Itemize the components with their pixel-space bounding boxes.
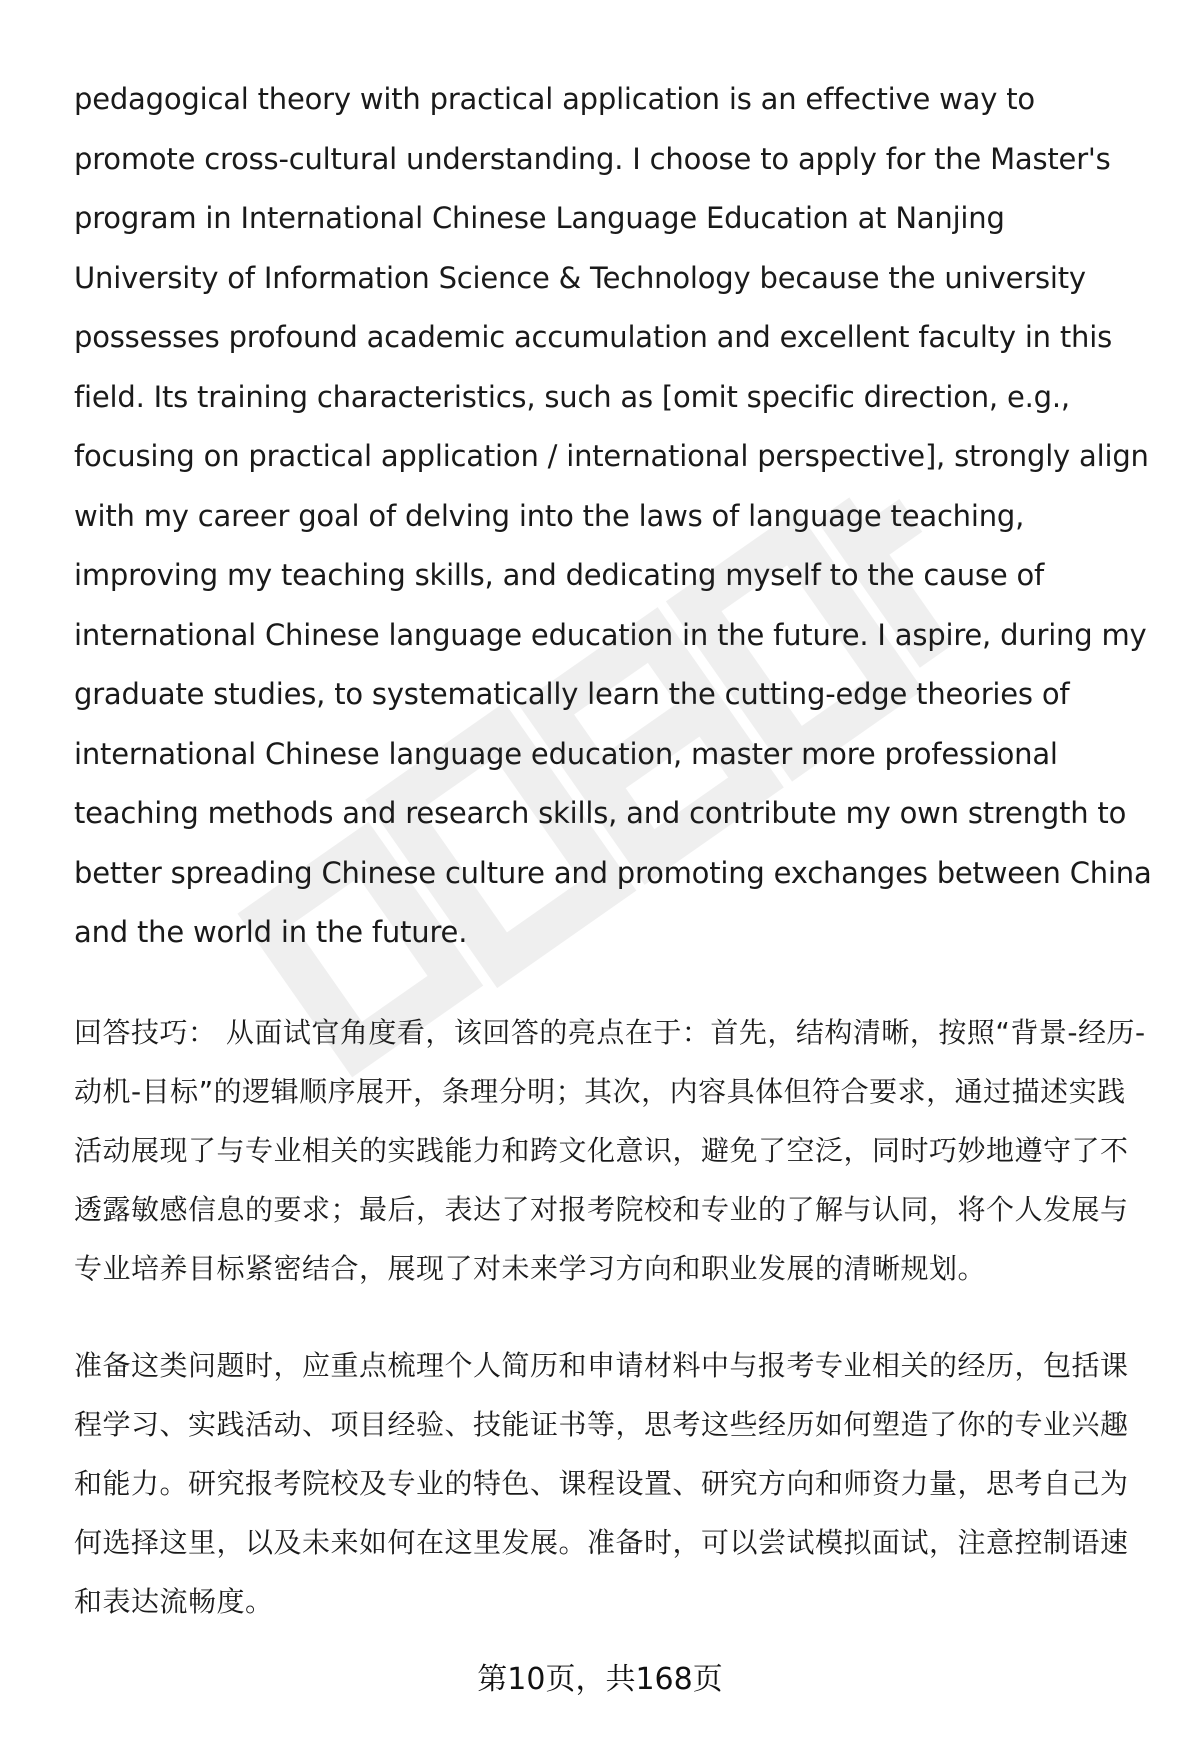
document-body	[74, 70, 1154, 1631]
paragraph-answer-tips: 回答技巧： 从面试官角度看，该回答的亮点在于：首先，结构清晰，按照“背景-经历-动机-目标”的逻辑顺序展开，条理分明；其次，内容具体但符合要求，通过描述实践活动展现了与专业相关的实践能力和跨文化意识，避免了空泛，同时巧妙地遵守了不透露敏感信息的要求；最后，表达了对报考院校和专业的了解与认同，将个人发展与专业培养目标紧密结合，展现了对未来学习方向和职业发展的清晰规划。	[74, 1015, 1146, 1285]
paragraph-preparation-advice: 准备这类问题时，应重点梳理个人简历和申请材料中与报考专业相关的经历，包括课程学习、实践活动、项目经验、技能证书等，思考这些经历如何塑造了你的专业兴趣和能力。研究报考院校及专业的特色、课程设置、研究方向和师资力量，思考自己为何选择这里，以及未来如何在这里发展。准备时，可以尝试模拟面试，注意控制语速和表达流畅度。	[74, 1348, 1129, 1618]
page-number-footer: 第10页，共168页	[477, 1662, 723, 1697]
paragraph-english-answer: pedagogical theory with practical application is an effective way to promote cross-cultural understanding. I choose to apply for the Master's program in International Chinese Language Education at Nanjing University of Information Science & Technology because the university possesses profound academic accumulation and excellent faculty in this field. Its training characteristics, such as [omit specific direction, e.g., focusing on practical application / international perspective], strongly align with my career goal of delving into the laws of language teaching, improving my teaching skills, and dedicating myself to the cause of international Chinese language education in the future. I aspire, during my graduate studies, to systematically learn the cutting-edge theories of international Chinese language education, master more professional teaching methods and research skills, and contribute my own strength to better spreading Chinese culture and promoting exchanges between China and the world in the future.	[74, 82, 1152, 949]
